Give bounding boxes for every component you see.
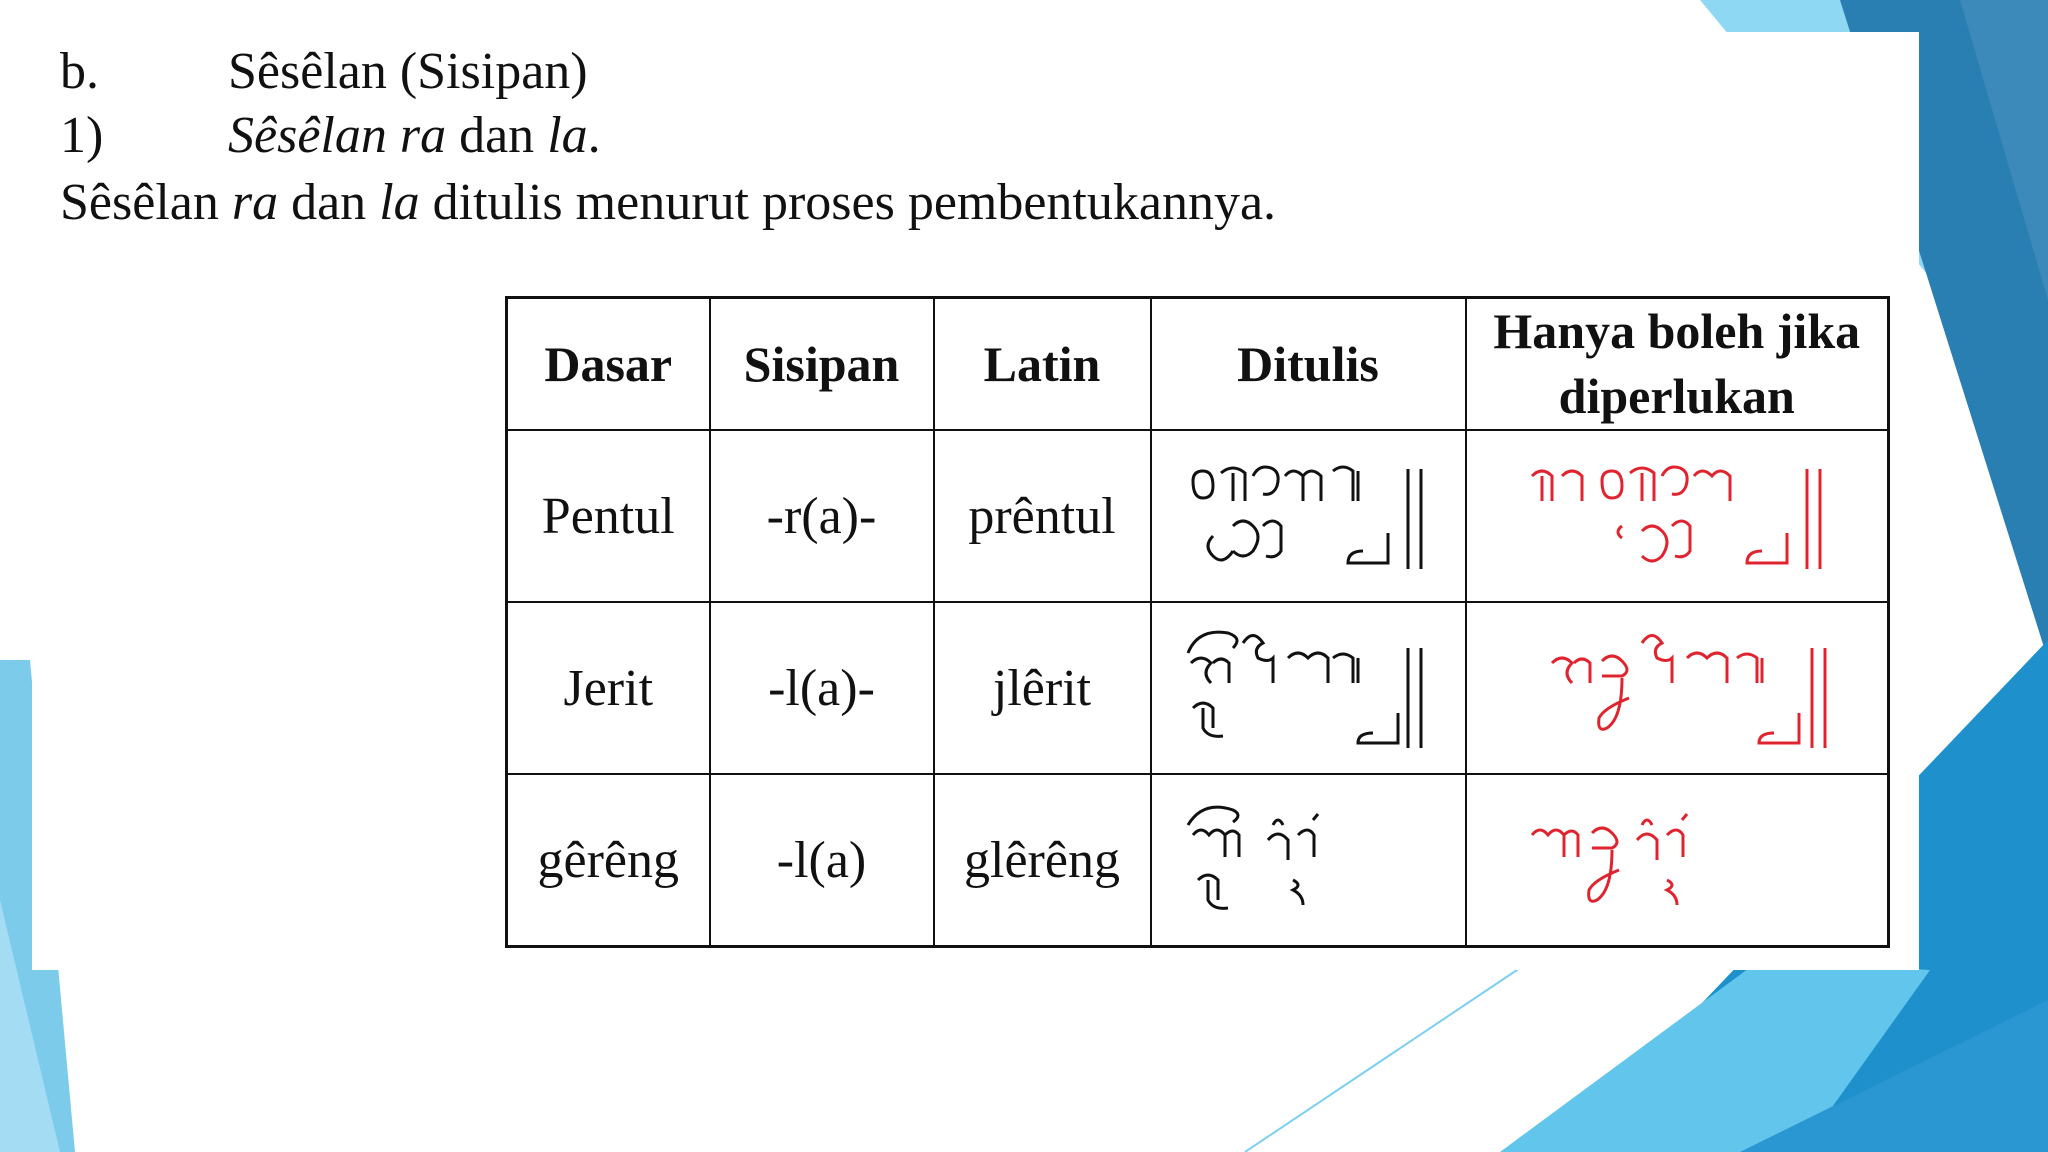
heading-1-plain: dan (446, 107, 548, 164)
header-latin: Latin (934, 298, 1151, 431)
cell-hanya-boleh (1466, 774, 1889, 947)
javanese-script-image-red (1512, 623, 1842, 753)
cell-latin: jlêrit (934, 602, 1151, 774)
paragraph-part-1: Sêsêlan (60, 174, 232, 231)
javanese-script-image (1173, 623, 1443, 753)
table-row (507, 602, 1889, 774)
heading-b-text: Sêsêlan (Sisipan) (228, 43, 588, 100)
heading-b-number: b. (60, 43, 99, 100)
header-sisipan: Sisipan (710, 298, 934, 431)
header-hanya-boleh: Hanya boleh jika diperlukan (1466, 298, 1889, 431)
cell-latin: glêrêng (934, 774, 1151, 947)
cell-dasar: Jerit (507, 602, 710, 774)
heading-1-end: . (587, 107, 601, 164)
heading-1-number: 1) (60, 107, 104, 164)
cell-sisipan: -r(a)- (710, 430, 934, 602)
cell-dasar: gêrêng (507, 774, 710, 947)
javanese-script-image-red (1512, 795, 1842, 925)
table-row (507, 774, 1889, 947)
javanese-script-image (1173, 451, 1443, 581)
paragraph-italic-la: la (379, 174, 420, 231)
cell-dasar: Pentul (507, 430, 710, 602)
heading-1-text (228, 107, 601, 164)
heading-1-italic-a: Sêsêlan ra (228, 107, 447, 164)
javanese-script-image (1173, 795, 1443, 925)
header-dasar: Dasar (507, 298, 710, 431)
cell-ditulis (1151, 774, 1466, 947)
paragraph-part-3: ditulis menurut proses pembentukannya. (419, 174, 1277, 231)
paragraph-part-2: dan (278, 174, 380, 231)
body-paragraph (60, 174, 1277, 231)
cell-hanya-boleh (1466, 602, 1889, 774)
table-header-row (507, 298, 1889, 431)
cell-ditulis (1151, 602, 1466, 774)
cell-latin: prêntul (934, 430, 1151, 602)
table-row (507, 430, 1889, 602)
heading-1-italic-b: la (547, 107, 588, 164)
javanese-script-image-red (1512, 451, 1842, 581)
paragraph-italic-ra: ra (231, 174, 279, 231)
cell-sisipan: -l(a)- (710, 602, 934, 774)
header-ditulis: Ditulis (1151, 298, 1466, 431)
sisipan-table (505, 296, 1890, 948)
cell-ditulis (1151, 430, 1466, 602)
cell-hanya-boleh (1466, 430, 1889, 602)
cell-sisipan: -l(a) (710, 774, 934, 947)
